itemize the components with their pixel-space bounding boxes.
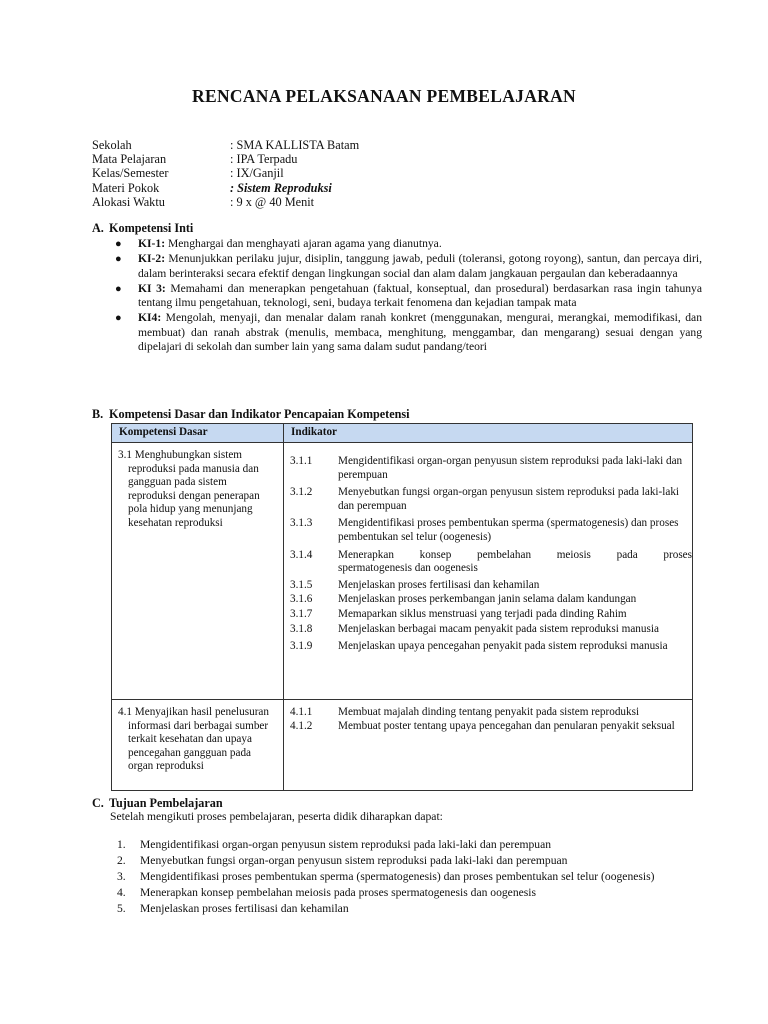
indikator-number: 3.1.1: [290, 455, 313, 467]
indikator-text: spermatogenesis dan oogenesis: [338, 562, 478, 575]
section-c-heading: [92, 796, 223, 811]
column-header-kd: Kompetensi Dasar: [112, 424, 284, 443]
indikator-item: [290, 623, 692, 637]
list-text: Mengidentifikasi organ-organ penyusun sistem reproduksi pada laki-laki dan perempuan: [140, 838, 552, 851]
list-text: Menyebutkan fungsi organ-organ penyusun sistem reproduksi pada laki-laki dan perempuan: [140, 854, 568, 867]
indikator-item: [290, 517, 692, 544]
indikator-item: [290, 549, 692, 563]
bullet-icon: ●: [115, 238, 122, 250]
indikator-text: Menjelaskan berbagai macam penyakit pada sistem reproduksi manusia: [338, 622, 659, 635]
list-item: [117, 869, 717, 884]
indikator-item: [290, 486, 692, 513]
indikator-text: Memaparkan siklus menstruasi yang terjadi pada dinding Rahim: [338, 607, 627, 620]
meta-value: : 9 x @ 40 Menit: [230, 194, 315, 209]
table-row: [112, 700, 693, 791]
ki-code: KI 3:: [138, 281, 166, 295]
list-number: 1.: [117, 838, 126, 851]
list-item: [117, 885, 717, 900]
bullet-icon: ●: [115, 282, 122, 295]
meta-value: : Sistem Reproduksi: [230, 180, 332, 195]
list-text: Mengidentifikasi proses pembentukan sperma (spermatogenesis) dan proses pembentukan sel telur (oogenesis): [140, 870, 655, 883]
indikator-text: Mengidentifikasi proses pembentukan sperma (spermatogenesis) dan proses pembentukan sel telur (oogenesis): [338, 517, 679, 543]
table-row: [112, 443, 693, 700]
meta-row-alokasi-waktu: [92, 195, 359, 209]
indikator-text: Menerapkan konsep pembelahan meiosis pada proses: [338, 548, 692, 561]
table-header-row: [112, 424, 693, 443]
column-header-indikator: Indikator: [284, 424, 693, 443]
meta-label: Sekolah: [92, 138, 132, 152]
meta-label: Alokasi Waktu: [92, 194, 165, 209]
kd-cell: [112, 700, 284, 791]
kd-text: 4.1 Menyajikan hasil penelusuran informasi dari berbagai sumber terkait kesehatan dan upaya pencegahan gangguan pada organ reproduksi: [118, 706, 269, 773]
meta-row-materi-pokok: [92, 181, 359, 195]
section-title: Tujuan Pembelajaran: [109, 796, 223, 810]
indikator-item-continuation: [290, 562, 692, 576]
meta-value: : SMA KALLISTA Batam: [230, 138, 360, 152]
bullet-icon: ●: [115, 253, 122, 266]
meta-row-mata-pelajaran: [92, 152, 359, 166]
indikator-number: 3.1.7: [290, 607, 313, 620]
list-text: Menerapkan konsep pembelahan meiosis pada proses spermatogenesis dan oogenesis: [140, 886, 537, 899]
section-letter: B.: [92, 407, 104, 421]
list-number: 4.: [117, 886, 126, 899]
list-item: [117, 837, 717, 852]
list-item: [117, 853, 717, 868]
indikator-cell: [284, 700, 693, 791]
indikator-number: 3.1.2: [290, 486, 313, 499]
indikator-item: [290, 640, 692, 654]
kd-text: 3.1 Menghubungkan sistem reproduksi pada manusia dan gangguan pada sistem reproduksi dengan penerapan pola hidup yang menunjang kesehatan reproduksi: [118, 449, 260, 529]
section-a-heading: [92, 221, 193, 236]
ki-text: Menghargai dan menghayati ajaran agama yang dianutnya.: [167, 237, 442, 250]
ki-text: Memahami dan menerapkan pengetahuan (faktual, konseptual, dan prosedural) berdasarkan rasa ingin tahunya tentang ilmu pengetahuan, teknologi, seni, budaya terkait fenomena dan kejadian tampak mata: [138, 281, 702, 310]
indikator-text: Menjelaskan proses perkembangan janin selama dalam kandungan: [338, 593, 637, 606]
meta-value: : IX/Ganjil: [230, 166, 284, 181]
section-letter: C.: [92, 796, 104, 810]
bullet-icon: ●: [115, 312, 122, 325]
indikator-text: Membuat poster tentang upaya pencegahan dan penularan penyakit seksual: [338, 719, 675, 732]
indikator-item: [290, 608, 692, 622]
indikator-number: 4.1.1: [290, 706, 313, 718]
meta-label: Mata Pelajaran: [92, 152, 167, 167]
section-title: Kompetensi Inti: [109, 221, 194, 235]
indikator-text: Menjelaskan proses fertilisasi dan kehamilan: [338, 578, 540, 591]
list-item: [117, 901, 717, 916]
meta-label: Materi Pokok: [92, 180, 160, 195]
ki-code: KI-2:: [138, 252, 166, 266]
indikator-item: [290, 579, 692, 593]
tujuan-intro: Setelah mengikuti proses pembelajaran, peserta didik diharapkan dapat:: [110, 810, 443, 823]
indikator-number: 3.1.8: [290, 622, 313, 635]
section-b-heading: [92, 407, 410, 422]
ki-code: KI-1:: [138, 237, 166, 250]
section-title: Kompetensi Dasar dan Indikator Pencapaian Kompetensi: [109, 407, 410, 421]
indikator-number: 3.1.6: [290, 593, 313, 606]
list-text: Menjelaskan proses fertilisasi dan kehamilan: [140, 902, 349, 915]
meta-row-sekolah: [92, 138, 359, 152]
ki-item: [114, 282, 702, 311]
indikator-number: 3.1.4: [290, 548, 313, 561]
list-number: 2.: [117, 854, 126, 867]
list-number: 5.: [117, 902, 126, 915]
tujuan-list: [117, 837, 717, 917]
ki-item: [114, 252, 702, 281]
section-letter: A.: [92, 221, 104, 235]
kompetensi-inti-list: [114, 237, 702, 355]
indikator-item: [290, 593, 692, 607]
ki-code: KI4:: [138, 311, 162, 325]
indikator-item: [290, 455, 692, 482]
indikator-text: Menjelaskan upaya pencegahan penyakit pada sistem reproduksi manusia: [338, 640, 668, 653]
meta-label: Kelas/Semester: [92, 166, 169, 181]
kd-cell: [112, 443, 284, 700]
indikator-number: 4.1.2: [290, 719, 313, 732]
indikator-item: [290, 706, 692, 720]
indikator-number: 3.1.3: [290, 517, 313, 530]
indikator-text: Mengidentifikasi organ-organ penyusun sistem reproduksi pada laki-laki dan perempuan: [338, 455, 683, 481]
ki-text: Mengolah, menyaji, dan menalar dalam ranah konkret (menggunakan, mengurai, merangkai, memodifikasi, dan membuat) dan ranah abstrak (menulis, membaca, menghitung, menggambar, dan mengarang) sesuai dengan yang dipelajari di sekolah dan sumber lain yang sama dalam sudut pandang/teori: [138, 311, 702, 354]
kd-indikator-table: [111, 423, 693, 791]
indikator-number: 3.1.5: [290, 578, 313, 591]
ki-item: [114, 237, 702, 251]
meta-value: : IPA Terpadu: [230, 152, 298, 167]
document-title: RENCANA PELAKSANAAN PEMBELAJARAN: [192, 86, 576, 106]
ki-item: [114, 311, 702, 354]
identity-block: [92, 138, 359, 209]
indikator-text: Membuat majalah dinding tentang penyakit pada sistem reproduksi: [338, 706, 640, 718]
indikator-item: [290, 720, 692, 734]
meta-row-kelas-semester: [92, 166, 359, 180]
indikator-number: 3.1.9: [290, 640, 313, 653]
list-number: 3.: [117, 870, 126, 883]
ki-text: Menunjukkan perilaku jujur, disiplin, tanggung jawab, peduli (toleransi, gotong royong), santun, dan percaya diri, dalam berinteraksi secara efektif dengan lingkungan social dan alam dalam jangkauan pergaulan dan keberadaannya: [138, 252, 702, 280]
indikator-cell: [284, 443, 693, 700]
indikator-text: Menyebutkan fungsi organ-organ penyusun sistem reproduksi pada laki-laki dan perempuan: [338, 486, 680, 512]
